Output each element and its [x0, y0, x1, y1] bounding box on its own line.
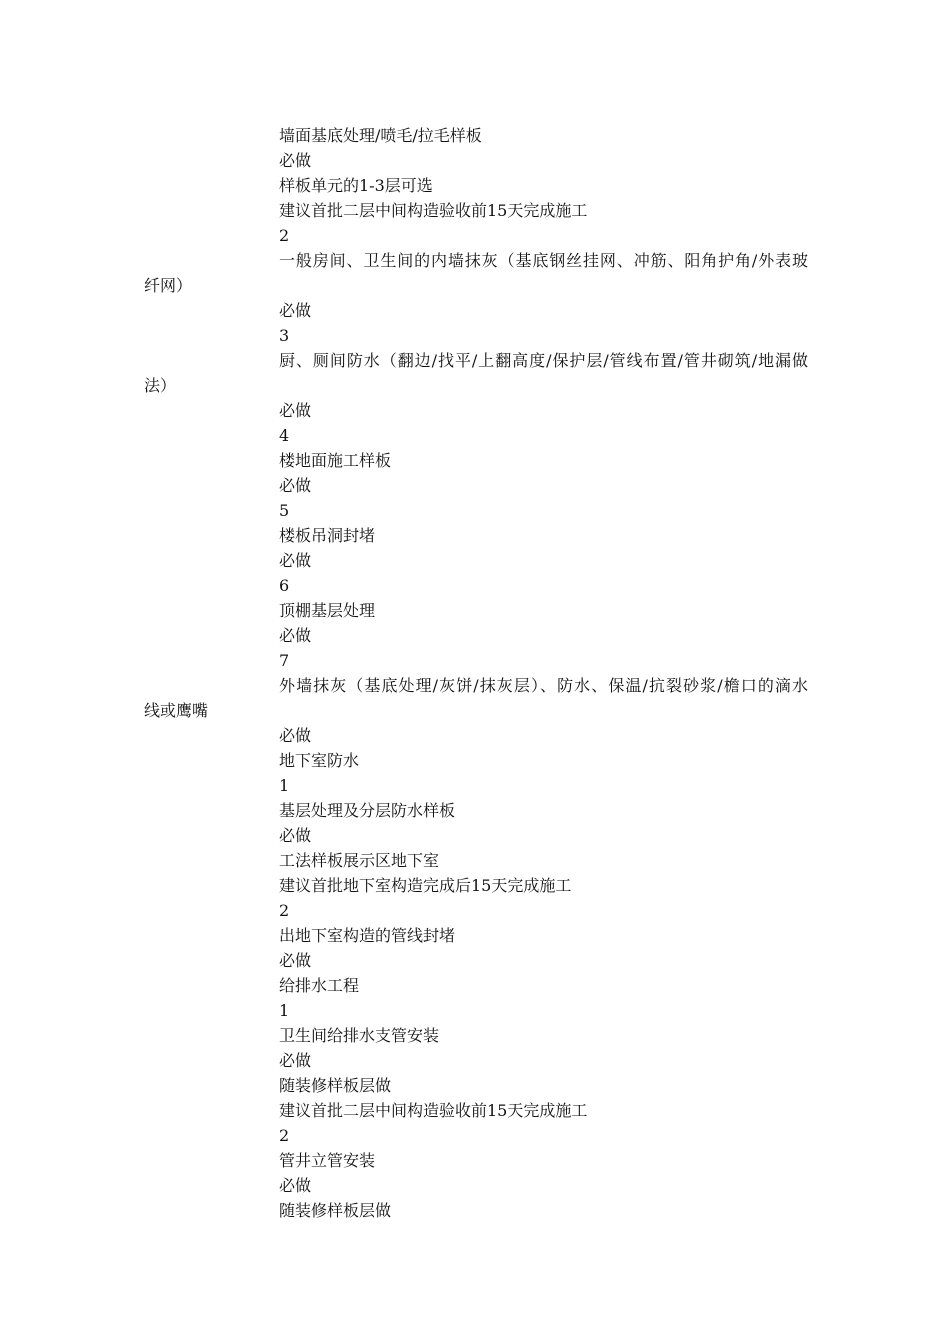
- text-line: 建议首批地下室构造完成后15天完成施工: [279, 876, 572, 895]
- text-line: 建议首批二层中间构造验收前15天完成施工: [279, 1101, 588, 1120]
- section-heading: 地下室防水: [279, 751, 360, 770]
- text-line: 必做: [279, 301, 312, 320]
- text-line: 必做: [279, 401, 312, 420]
- item-number: 2: [279, 226, 290, 245]
- text-line: 必做: [279, 476, 312, 495]
- text-line: 出地下室构造的管线封堵: [279, 926, 456, 945]
- text-line: 基层处理及分层防水样板: [279, 801, 456, 820]
- item-number: 4: [279, 426, 290, 445]
- item-number: 2: [279, 901, 290, 920]
- text-line: 楼板吊洞封堵: [279, 526, 376, 545]
- text-line-continuation: 纤网）: [144, 276, 193, 295]
- text-line: 随装修样板层做: [279, 1201, 392, 1220]
- text-line: 必做: [279, 551, 312, 570]
- text-line: 管井立管安装: [279, 1151, 376, 1170]
- document-body: [144, 123, 808, 1223]
- text-line: 楼地面施工样板: [279, 451, 392, 470]
- text-line-continuation: 法）: [144, 376, 177, 395]
- item-number: 6: [279, 576, 290, 595]
- item-number: 1: [279, 1001, 290, 1020]
- text-line: 必做: [279, 626, 312, 645]
- text-line: 必做: [279, 1051, 312, 1070]
- item-number: 1: [279, 776, 290, 795]
- item-number: 2: [279, 1126, 290, 1145]
- text-line: 必做: [279, 826, 312, 845]
- text-line: 样板单元的1-3层可选: [279, 176, 433, 195]
- text-line: 建议首批二层中间构造验收前15天完成施工: [279, 201, 588, 220]
- section-heading: 给排水工程: [279, 976, 360, 995]
- text-line: 必做: [279, 726, 312, 745]
- text-line: 工法样板展示区地下室: [279, 851, 440, 870]
- text-line-first: 外墙抹灰（基底处理/灰饼/抹灰层）、防水、保温/抗裂砂浆/檐口的滴水: [279, 676, 808, 695]
- item-number: 3: [279, 326, 290, 345]
- text-line: 必做: [279, 1176, 312, 1195]
- text-line-wrapped: [144, 248, 808, 273]
- text-line-continuation: 线或鹰嘴: [144, 701, 209, 720]
- item-number: 5: [279, 501, 290, 520]
- text-line: 必做: [279, 151, 312, 170]
- text-line: 随装修样板层做: [279, 1076, 392, 1095]
- text-line: 必做: [279, 951, 312, 970]
- text-line-wrapped: [144, 673, 808, 698]
- text-line-first: 厨、厕间防水（翻边/找平/上翻高度/保护层/管线布置/管井砌筑/地漏做: [279, 351, 808, 370]
- text-line: 顶棚基层处理: [279, 601, 376, 620]
- text-line-wrapped: [144, 348, 808, 373]
- text-line: 墙面基底处理/喷毛/拉毛样板: [279, 126, 482, 145]
- item-number: 7: [279, 651, 290, 670]
- text-line-first: 一般房间、卫生间的内墙抹灰（基底钢丝挂网、冲筋、阳角护角/外表玻: [279, 251, 808, 270]
- text-line: 卫生间给排水支管安装: [279, 1026, 440, 1045]
